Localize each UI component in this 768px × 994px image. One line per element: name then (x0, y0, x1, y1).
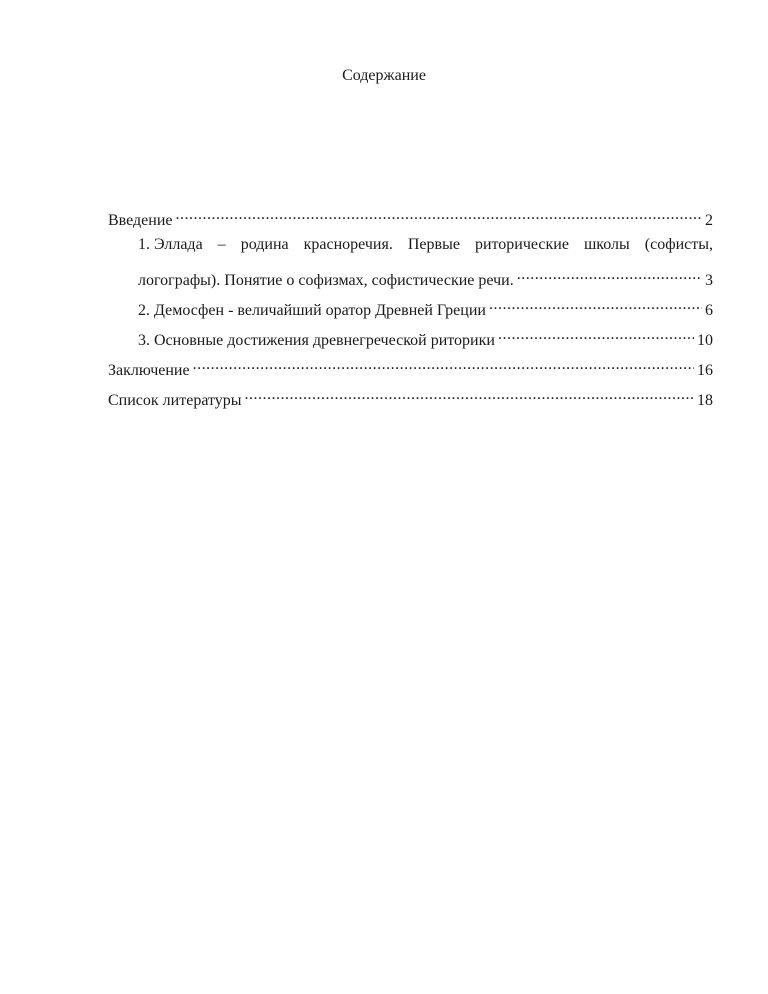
toc-entry-line-2 (138, 265, 713, 289)
toc-entry-number: 3. (138, 332, 150, 349)
toc-entry-text: Основные достижения древнегреческой риторики (154, 332, 495, 349)
dot-leader (176, 205, 703, 225)
toc-entry-bibliography[interactable] (108, 385, 713, 409)
toc-entry-number: 1. (138, 236, 150, 253)
toc-page-number: 10 (697, 332, 713, 349)
toc-page-number: 18 (697, 392, 713, 409)
toc-entry-chapter-2[interactable] (108, 295, 713, 319)
toc-page-number: 6 (705, 302, 713, 319)
dot-leader (193, 355, 694, 375)
dot-leader (245, 385, 694, 405)
dot-leader (489, 295, 702, 315)
toc-entry-text: Демосфен - величайший оратор Древней Греции (154, 302, 486, 319)
toc-entry-chapter-1[interactable] (108, 235, 713, 289)
toc-entry-text: Эллада – родина красноречия. Первые риторические школы (софисты, (154, 236, 713, 253)
dot-leader (517, 265, 702, 285)
toc-entry-text: Заключение (108, 362, 190, 379)
toc-entry-text-continued: логографы). Понятие о софизмах, софистические речи. (138, 272, 514, 289)
toc-page-number: 16 (697, 362, 713, 379)
toc-entry-number: 2. (138, 302, 150, 319)
toc-entry-text: Список литературы (108, 392, 242, 409)
toc-title: Содержание (342, 67, 426, 84)
table-of-contents (108, 205, 713, 415)
toc-entry-conclusion[interactable] (108, 355, 713, 379)
toc-entry-introduction[interactable] (108, 205, 713, 229)
toc-entry-line-1 (138, 235, 713, 255)
toc-entry-chapter-3[interactable] (108, 325, 713, 349)
toc-page-number: 3 (705, 272, 713, 289)
toc-entry-text: Введение (108, 212, 173, 229)
toc-page-number: 2 (705, 212, 713, 229)
dot-leader (498, 325, 694, 345)
